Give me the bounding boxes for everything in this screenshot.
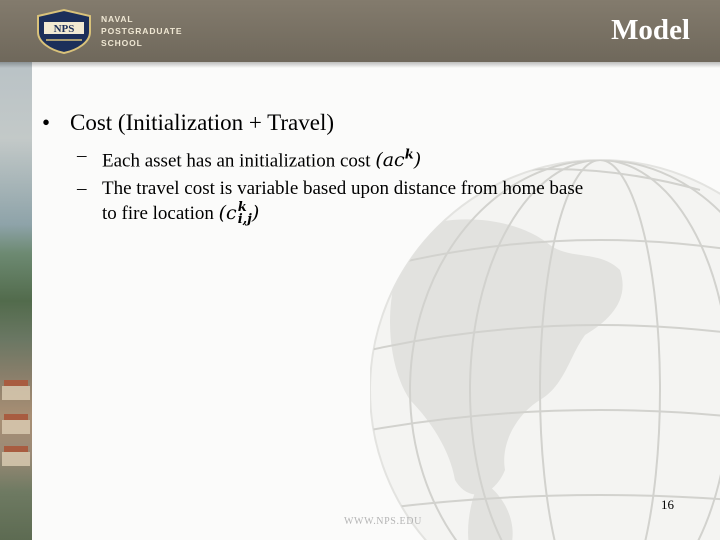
sub-bullet-travel	[40, 176, 680, 226]
logo-line-1: NAVAL	[101, 14, 134, 24]
page-number: 16	[661, 497, 674, 512]
logo-line-3: SCHOOL	[101, 38, 143, 48]
formula-c-ij-k: (c k i,j )	[218, 200, 260, 228]
header-shadow	[0, 62, 720, 68]
dash-mark: –	[77, 145, 87, 166]
bullet-cost	[40, 106, 680, 140]
formula-ac-k: $(ac^k)$	[375, 148, 422, 172]
campus-photo-strip	[0, 62, 32, 540]
header-bar	[0, 0, 720, 62]
footer-url: WWW.NPS.EDU	[344, 516, 422, 527]
logo-line-2: POSTGRADUATE	[101, 26, 183, 36]
logo-badge: NPS	[53, 23, 75, 35]
nps-shield-logo-icon	[34, 8, 94, 54]
school-name	[101, 13, 182, 49]
slide-body	[40, 106, 680, 226]
bullet-dot: •	[42, 110, 51, 135]
bullet-cost-text: Cost (Initialization + Travel)	[70, 110, 335, 135]
sub-bullet-1-text: Each asset has an initialization cost	[102, 150, 371, 172]
sub-bullet-2-line-1: The travel cost is variable based upon distance from home base	[102, 178, 584, 200]
sub-bullet-2-line-2: to fire location	[102, 203, 214, 225]
dash-mark: –	[77, 178, 87, 200]
sub-bullet-initialization	[40, 143, 680, 173]
slide-title: Model	[611, 14, 690, 46]
